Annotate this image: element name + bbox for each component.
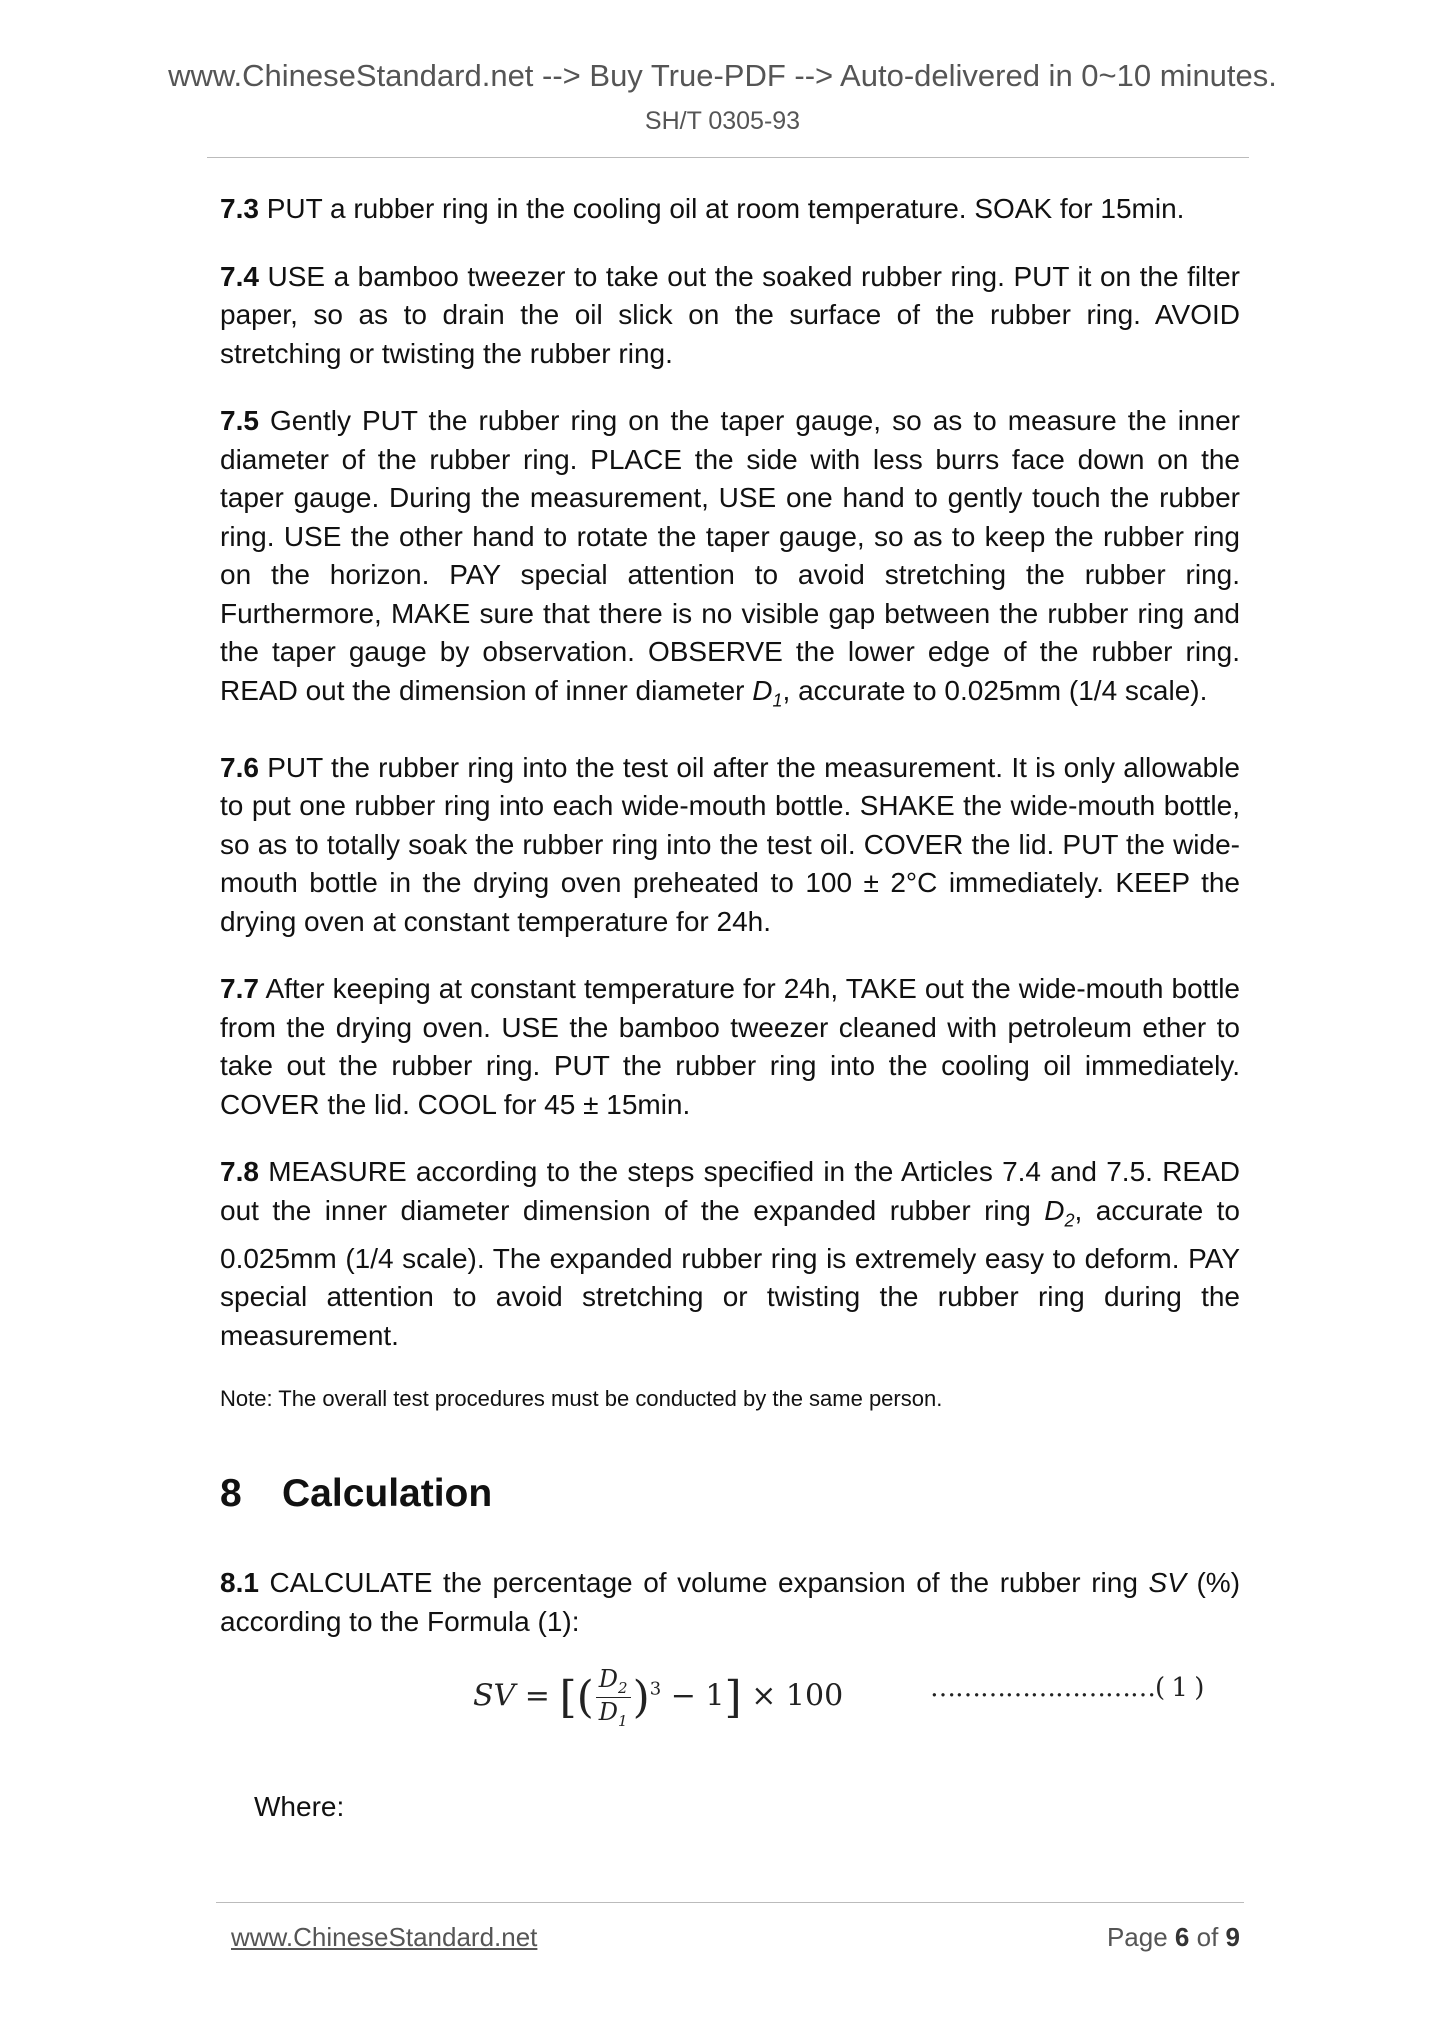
symbol-d2: $D_2$ [1044,1194,1075,1231]
clause-text: PUT the rubber ring into the test oil after the measurement. It is only allowable to put one rubber ring into each wide-mouth bottle. SHAKE the wide-mouth bottle, so as to totally soak the rubber ring into the test oil. COVER the lid. PUT the wide-mouth bottle in the drying oven preheated to 100 ± 2°C immediately. KEEP the drying oven at constant temperature for 24h. [220,751,1241,937]
clause-text: MEASURE according to the steps specified in the Articles 7.4 and 7.5. READ out the inner diameter dimension of the expanded rubber ring [220,1156,1240,1226]
page-prefix: Page [1106,1922,1168,1952]
formula-label: ………………………( 1 ) [930,1673,1204,1704]
section-heading [220,1472,1240,1516]
page-body [220,190,1240,1823]
page-total: 9 [1225,1922,1240,1952]
clause-7-3 [220,190,1240,229]
clause-7-4 [220,258,1240,374]
clause-7-7 [220,970,1240,1124]
clause-text: After keeping at constant temperature for 24h, TAKE out the wide-mouth bottle from the drying oven. USE the bamboo tweezer cleaned with petroleum ether to take out the rubber ring. PUT the rubber ring into the cooling oil immediately. COVER the lid. COOL for 45 ± 15min. [220,973,1241,1120]
formula-multiplier: × 100 [751,1678,844,1714]
symbol-sv: SV [1148,1567,1186,1599]
clause-text: PUT a rubber ring in the cooling oil at room temperature. SOAK for 15min. [266,193,1185,224]
clause-7-8 [220,1153,1240,1355]
page-indicator [1107,1922,1240,1953]
formula-fraction [596,1665,631,1730]
clause-text-tail: (%) according to the Formula (1): [220,1567,1241,1637]
paren-close: ) [632,1671,650,1723]
bracket-close: ] [724,1671,742,1723]
clause-number: 8.1 [220,1567,259,1599]
procedure-note: Note: The overall test procedures must be conducted by the same person. [220,1386,943,1412]
clause-text: Gently PUT the rubber ring on the taper gauge, so as to measure the inner diameter of the rubber ring. PLACE the side with less burrs face down on the taper gauge. During the measurement, USE one hand to gently touch the rubber ring. USE the other hand to rotate the taper gauge, so as to keep the rubber ring on the horizon. PAY special attention to avoid stretching the rubber ring. Furthermore, MAKE sure that there is no visible gap between the rubber ring and the taper gauge by observation. OBSERVE the lower edge of the rubber ring. READ out the dimension of inner diameter [220,405,1241,706]
formula-lhs: SV [473,1678,516,1714]
fraction-denominator: $D_1$ [598,1697,628,1730]
section-number: 8 [220,1472,242,1516]
equals-sign: = [524,1678,550,1714]
section-title: Calculation [282,1472,493,1516]
formula-minus-one: − 1 [670,1678,725,1714]
clause-text-tail: , accurate to 0.025mm (1/4 scale). [782,674,1208,706]
clause-number: 7.8 [220,1156,259,1188]
header-divider [207,157,1249,158]
fraction-numerator: $D_2$ [596,1665,631,1698]
page-of: of [1196,1922,1219,1952]
clause-number: 7.5 [220,405,259,436]
standard-code: SH/T 0305-93 [644,107,801,135]
clause-text: CALCULATE the percentage of volume expansion of the rubber ring [269,1567,1138,1599]
footer-website-link[interactable]: www.ChineseStandard.net [231,1922,538,1952]
bracket-open: [( [559,1671,594,1723]
clause-7-5 [220,402,1240,720]
footer-divider [216,1902,1244,1903]
clause-text: USE a bamboo tweezer to take out the soaked rubber ring. PUT it on the filter paper, so as to drain the oil slick on the surface of the rubber ring. AVOID stretching or twisting the rubber ring. [220,260,1240,369]
formula-1 [220,1647,1240,1757]
formula-expression [473,1665,843,1730]
clause-number: 7.7 [220,973,259,1005]
clause-7-6 [220,749,1240,942]
top-banner: www.ChineseStandard.net --> Buy True-PDF --> Auto-delivered in 0~10 minutes. [168,58,1277,93]
where-label: Where: [254,1791,345,1823]
clause-8-1 [220,1564,1240,1641]
symbol-d1: $D_1$ [752,674,783,711]
clause-number: 7.6 [220,751,259,783]
formula-exponent: 3 [649,1678,662,1700]
clause-number: 7.3 [220,193,259,224]
clause-text-tail: , accurate to 0.025mm (1/4 scale). The expanded rubber ring is extremely easy to deform. PAY special attention to avoid stretching or twisting the rubber ring during the measurement. [220,1194,1240,1351]
page-current: 6 [1174,1922,1190,1952]
clause-number: 7.4 [220,260,259,292]
